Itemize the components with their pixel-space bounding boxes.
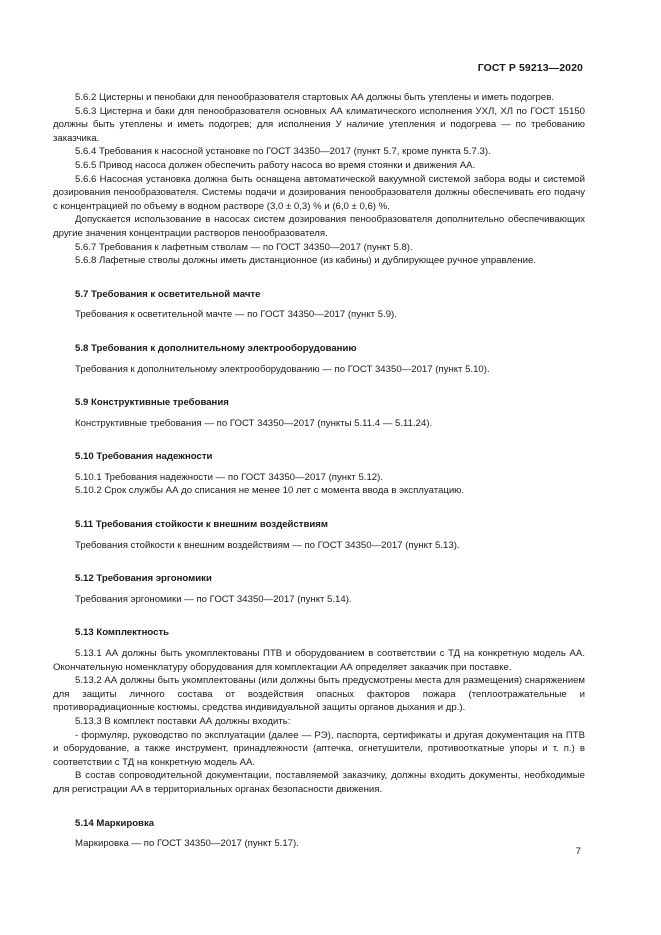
paragraph-5-6-3: 5.6.3 Цистерна и баки для пенообразователя основных АА климатического исполнения УХЛ, ХЛ по ГОСТ 15150 должны быть утеплены и иметь подогрев; для исполнения У наличие утепления и подогрева — по требованию заказчика. [53, 105, 585, 144]
paragraph-5-13-1: 5.13.1 АА должны быть укомплектованы ПТВ и оборудованием в соответствии с ТД на конкретную модель АА. Окончательную номенклатуру оборудования для комплектации АА определяет заказчик при поставке. [53, 648, 585, 673]
paragraph-5-11: Требования стойкости к внешним воздействиям — по ГОСТ 34350—2017 (пункт 5.13). [75, 539, 460, 551]
paragraph-5-13-2: 5.13.2 АА должны быть укомплектованы (или должны быть предусмотрены места для размещения) снаряжением для защиты личного состава от воздействия опасных факторов пожара (теплоотражательные и противорадиационные костюмы, средства индивидуальной защиты органов дыхания и др.). [53, 675, 585, 714]
paragraph-5-6-8: 5.6.8 Лафетные стволы должны иметь дистанционное (из кабины) и дублирующее ручное управление. [75, 255, 536, 267]
paragraph-5-14: Маркировка — по ГОСТ 34350—2017 (пункт 5.17). [75, 838, 299, 850]
paragraph-5-9: Конструктивные требования — по ГОСТ 34350—2017 (пункты 5.11.4 — 5.11.24). [75, 417, 433, 429]
paragraph-5-6-5: 5.6.5 Привод насоса должен обеспечить работу насоса во время стоянки и движения АА. [75, 159, 476, 171]
paragraph-5-10-2: 5.10.2 Срок службы АА до списания не менее 10 лет с момента ввода в эксплуатацию. [75, 485, 465, 497]
heading-5-8: 5.8 Требования к дополнительному электрооборудованию [75, 342, 357, 354]
paragraph-5-6-4: 5.6.4 Требования к насосной установке по ГОСТ 34350—2017 (пункт 5.7, кроме пункта 5.7.3). [75, 146, 491, 158]
document-header-standard: ГОСТ Р 59213—2020 [477, 62, 583, 74]
paragraph-5-6-2: 5.6.2 Цистерны и пенобаки для пенообразователя стартовых АА должны быть утеплены и иметь подогрев. [75, 92, 554, 103]
heading-5-11: 5.11 Требования стойкости к внешним воздействиям [75, 519, 328, 531]
heading-5-13: 5.13 Комплектность [75, 627, 170, 639]
heading-5-14: 5.14 Маркировка [75, 817, 155, 829]
paragraph-5-13-3: 5.13.3 В комплект поставки АА должны входить: [75, 716, 291, 727]
paragraph-allowed: Допускается использование в насосах систем дозирования пенообразователя дополнительно обеспечивающих другие значения концентрации растворов пенообразователя. [53, 214, 585, 239]
paragraph-5-12: Требования эргономики — по ГОСТ 34350—2017 (пункт 5.14). [75, 593, 352, 605]
heading-5-7: 5.7 Требования к осветительной мачте [75, 288, 261, 300]
paragraph-5-13-3-list-item: - формуляр, руководство по эксплуатации (далее — РЭ), паспорта, сертификаты и другая документация на ПТВ и оборудование, а также инструмент, принадлежности (аптечка, огнетушители, противооткатные упоры и т. п.) в соответствии с ТД на конкретную модель АА. [53, 729, 585, 768]
paragraph-5-6-7: 5.6.7 Требования к лафетным стволам — по ГОСТ 34350—2017 (пункт 5.8). [75, 241, 413, 253]
paragraph-5-10-1: 5.10.1 Требования надежности — по ГОСТ 34350—2017 (пункт 5.12). [75, 471, 383, 483]
paragraph-5-8: Требования к дополнительному электрооборудованию — по ГОСТ 34350—2017 (пункт 5.10). [75, 363, 490, 375]
paragraph-5-6-6: 5.6.6 Насосная установка должна быть оснащена автоматической вакуумной системой забора воды и системой дозирования пенообразователя. Системы подачи и дозирования пенообразователя должны обеспечивать его подачу с концентрацией по объему в водном растворе (3,0 ± 0,3) % и (6,0 ± 0,6) %. [53, 173, 585, 212]
paragraph-5-13-3-docs: В состав сопроводительной документации, поставляемой заказчику, должны входить документы, необходимые для регистрации АА в территориальных органах безопасности движения. [53, 770, 585, 795]
page-number: 7 [575, 846, 581, 857]
heading-5-10: 5.10 Требования надежности [75, 451, 213, 463]
paragraph-5-7: Требования к осветительной мачте — по ГОСТ 34350—2017 (пункт 5.9). [75, 309, 397, 321]
heading-5-9: 5.9 Конструктивные требования [75, 397, 229, 409]
heading-5-12: 5.12 Требования эргономики [75, 573, 212, 585]
document-body [53, 91, 585, 851]
